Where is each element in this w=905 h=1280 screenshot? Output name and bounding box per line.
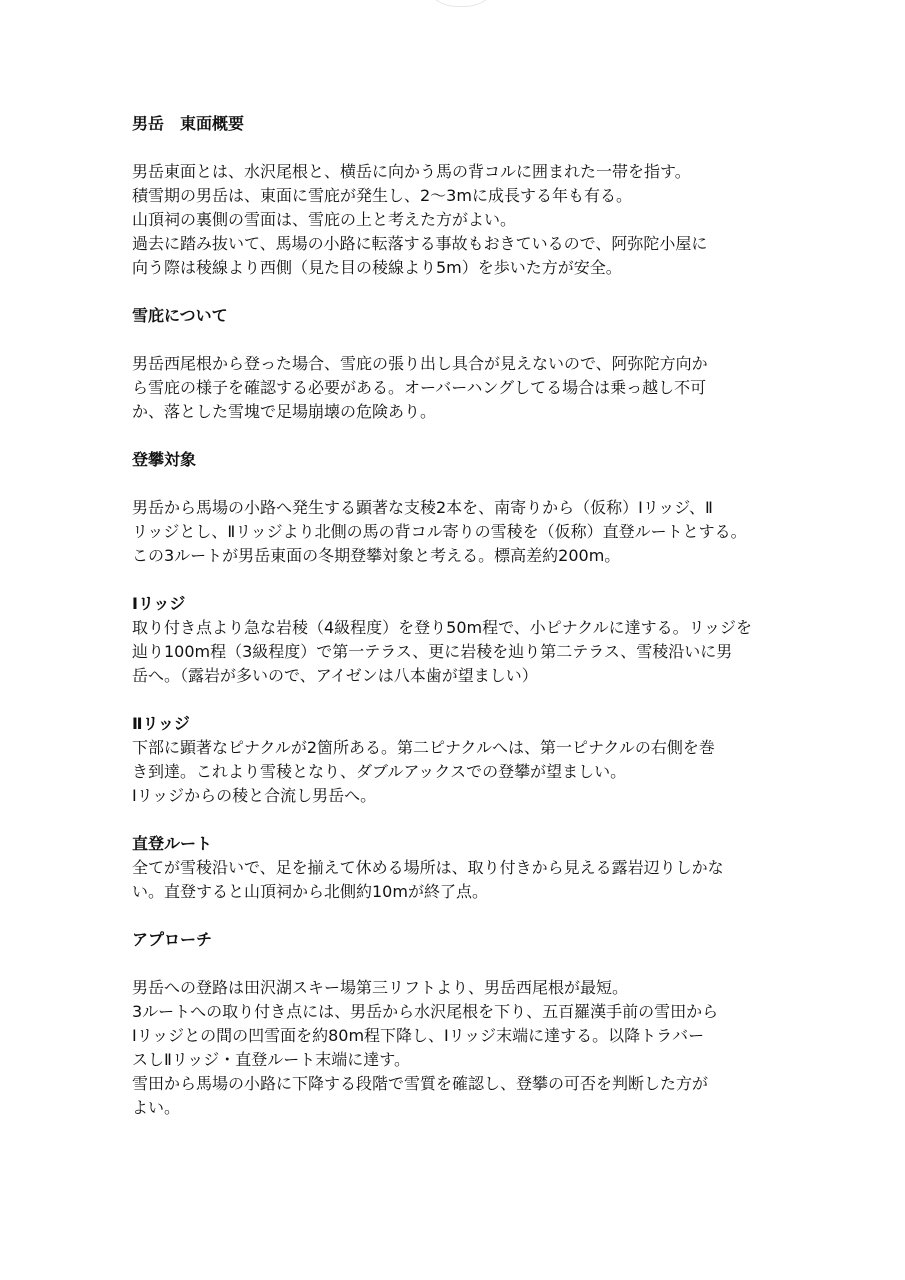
text-line: 下部に顕著なピナクルが2箇所ある。第二ピナクルへは、第一ピナクルの右側を巻	[132, 738, 715, 757]
text-line: き到達。これより雪稜となり、ダブルアックスでの登攀が望ましい。	[132, 762, 627, 781]
text-line: い。直登すると山頂祠から北側約10mが終了点。	[132, 882, 488, 901]
section-body-ridge-2	[132, 736, 792, 808]
section-title-ridge-2: Ⅱリッジ	[132, 714, 190, 733]
section-body-approach	[132, 976, 792, 1120]
text-line: この3ルートが男岳東面の冬期登攀対象と考える。標高差約200m。	[132, 546, 621, 565]
section-body-overview	[132, 160, 792, 280]
text-line: 辿り100m程（3級程度）で第一テラス、更に岩稜を辿り第二テラス、雪稜沿いに男	[132, 642, 733, 661]
text-line: スしⅡリッジ・直登ルート末端に達す。	[132, 1050, 410, 1069]
text-line: 男岳東面とは、水沢尾根と、横岳に向かう馬の背コルに囲まれた一帯を指す。	[132, 162, 691, 181]
text-line: 山頂祠の裏側の雪面は、雪庇の上と考えた方がよい。	[132, 210, 517, 229]
text-line: 男岳から馬場の小路へ発生する顕著な支稜2本を、南寄りから（仮称）Ⅰリッジ、Ⅱ	[132, 498, 713, 517]
section-title-targets: 登攀対象	[132, 450, 197, 469]
section-title-ridge-1: Ⅰリッジ	[132, 594, 186, 613]
text-line: リッジとし、Ⅱリッジより北側の馬の背コル寄りの雪稜を（仮称）直登ルートとする。	[132, 522, 747, 541]
document-body	[132, 112, 792, 1120]
text-line: 過去に踏み抜いて、馬場の小路に転落する事故もおきているので、阿弥陀小屋に	[132, 234, 708, 253]
text-line: 3ルートへの取り付き点には、男岳から水沢尾根を下り、五百羅漢手前の雪田から	[132, 1002, 719, 1021]
text-line: 岳へ。（露岩が多いので、アイゼンは八本歯が望ましい）	[132, 666, 538, 685]
section-title-approach: アプローチ	[132, 930, 213, 949]
section-body-cornice	[132, 352, 792, 424]
text-line: Ⅰリッジとの間の凹雪面を約80m程下降し、Ⅰリッジ末端に達する。以降トラバー	[132, 1026, 705, 1045]
text-line: 雪田から馬場の小路に下降する段階で雪質を確認し、登攀の可否を判断した方が	[132, 1074, 709, 1093]
text-line: Ⅰリッジからの稜と合流し男岳へ。	[132, 786, 377, 805]
section-title-direct-route: 直登ルート	[132, 834, 213, 853]
text-line: ら雪庇の様子を確認する必要がある。オーバーハングしてる場合は乗っ越し不可	[132, 378, 707, 397]
text-line: 向う際は稜線より西側（見た目の稜線より5m）を歩いた方が安全。	[132, 258, 622, 277]
section-body-direct-route	[132, 856, 792, 904]
text-line: か、落とした雪塊で足場崩壊の危険あり。	[132, 402, 437, 421]
section-title-overview: 男岳 東面概要	[132, 114, 245, 133]
text-line: 男岳西尾根から登った場合、雪庇の張り出し具合が見えないので、阿弥陀方向か	[132, 354, 708, 373]
section-title-cornice: 雪庇について	[132, 306, 228, 325]
text-line: よい。	[132, 1098, 181, 1117]
text-line: 男岳への登路は田沢湖スキー場第三リフトより、男岳西尾根が最短。	[132, 978, 629, 997]
section-body-targets	[132, 496, 792, 568]
text-line: 取り付き点より急な岩稜（4級程度）を登り50m程で、小ピナクルに達する。リッジを	[132, 618, 753, 637]
section-body-ridge-1	[132, 616, 792, 688]
text-line: 全てが雪稜沿いで、足を揃えて休める場所は、取り付きから見える露岩辺りしかな	[132, 858, 724, 877]
scan-mark	[420, 0, 502, 7]
text-line: 積雪期の男岳は、東面に雪庇が発生し、2～3mに成長する年も有る。	[132, 186, 632, 205]
